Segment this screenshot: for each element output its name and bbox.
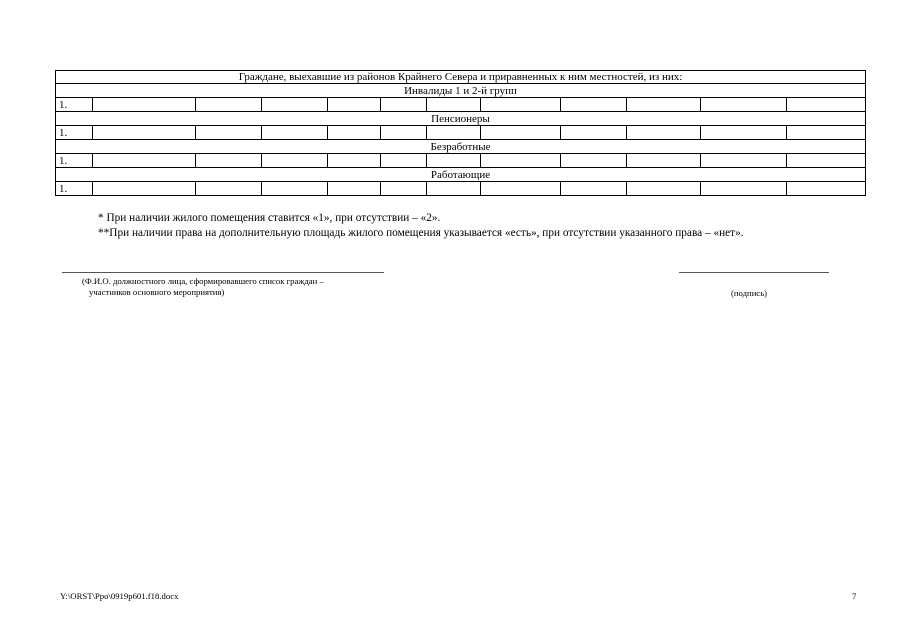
section-row-disabled: [56, 84, 866, 98]
section-title: Пенсионеры: [56, 112, 866, 126]
table-cell: [262, 98, 328, 112]
table-cell: [701, 126, 787, 140]
table-cell: [93, 182, 196, 196]
footer-file-path: Y:\ORST\Ppo\0919p601.f18.docx: [60, 591, 179, 601]
table-cell: [328, 98, 381, 112]
table-cell: [627, 154, 701, 168]
table-cell: [93, 98, 196, 112]
table-cell: [262, 154, 328, 168]
row-number-cell: 1.: [56, 154, 93, 168]
table-cell: [787, 98, 866, 112]
table-cell: [93, 126, 196, 140]
fio-caption-line2: участников основного мероприятия): [89, 287, 225, 297]
section-row-unemployed: [56, 140, 866, 154]
table-cell: [561, 98, 627, 112]
footnote-housing: * При наличии жилого помещения ставится «1», при отсутствии – «2».: [98, 212, 441, 224]
table-row: [56, 126, 866, 140]
table-cell: [196, 154, 262, 168]
table-cell: [262, 126, 328, 140]
table-cell: [381, 126, 427, 140]
table-cell: [481, 182, 561, 196]
table-cell: [196, 126, 262, 140]
fio-caption-line1: (Ф.И.О. должностного лица, сформировавшего список граждан –: [82, 276, 324, 286]
signature-caption: (подпись): [731, 288, 768, 298]
table-cell: [381, 182, 427, 196]
table-cell: [196, 182, 262, 196]
table-cell: [627, 126, 701, 140]
row-number-cell: 1.: [56, 126, 93, 140]
table-cell: [381, 154, 427, 168]
table-cell: [328, 126, 381, 140]
table-cell: [427, 182, 481, 196]
footnotes: [98, 211, 744, 241]
section-row-pensioners: [56, 112, 866, 126]
table-cell: [627, 98, 701, 112]
table-header-row: [56, 71, 866, 84]
row-number-cell: 1.: [56, 98, 93, 112]
section-title: Безработные: [56, 140, 866, 154]
table-cell: [701, 98, 787, 112]
table-cell: [427, 126, 481, 140]
table-cell: [787, 154, 866, 168]
table-cell: [481, 154, 561, 168]
table-cell: [627, 182, 701, 196]
section-title: Работающие: [56, 168, 866, 182]
table-row: [56, 182, 866, 196]
table-cell: [328, 154, 381, 168]
footnote-extra-area: **При наличии права на дополнительную площадь жилого помещения указывается «есть», при отсутствии указанного права – «нет».: [98, 227, 744, 239]
table-cell: [701, 154, 787, 168]
table-cell: [328, 182, 381, 196]
table-cell: [701, 182, 787, 196]
table-row: [56, 98, 866, 112]
section-title: Инвалиды 1 и 2-й групп: [56, 84, 866, 98]
citizens-list-table: [55, 70, 866, 196]
table-cell: [481, 126, 561, 140]
fio-signature-line: [62, 272, 384, 273]
row-number-cell: 1.: [56, 182, 93, 196]
table-cell: [262, 182, 328, 196]
table-cell: [427, 154, 481, 168]
section-row-employed: [56, 168, 866, 182]
table-cell: [561, 154, 627, 168]
table-cell: [196, 98, 262, 112]
table-cell: [481, 98, 561, 112]
table-cell: [381, 98, 427, 112]
table-cell: [561, 126, 627, 140]
table-cell: [787, 126, 866, 140]
signature-line: [679, 272, 829, 273]
table-cell: [427, 98, 481, 112]
table-cell: [787, 182, 866, 196]
table-cell: [93, 154, 196, 168]
table-cell: [561, 182, 627, 196]
page-number: 7: [852, 591, 857, 601]
table-header-cell: Граждане, выехавшие из районов Крайнего Севера и приравненных к ним местностей, из них:: [56, 71, 866, 84]
table-row: [56, 154, 866, 168]
